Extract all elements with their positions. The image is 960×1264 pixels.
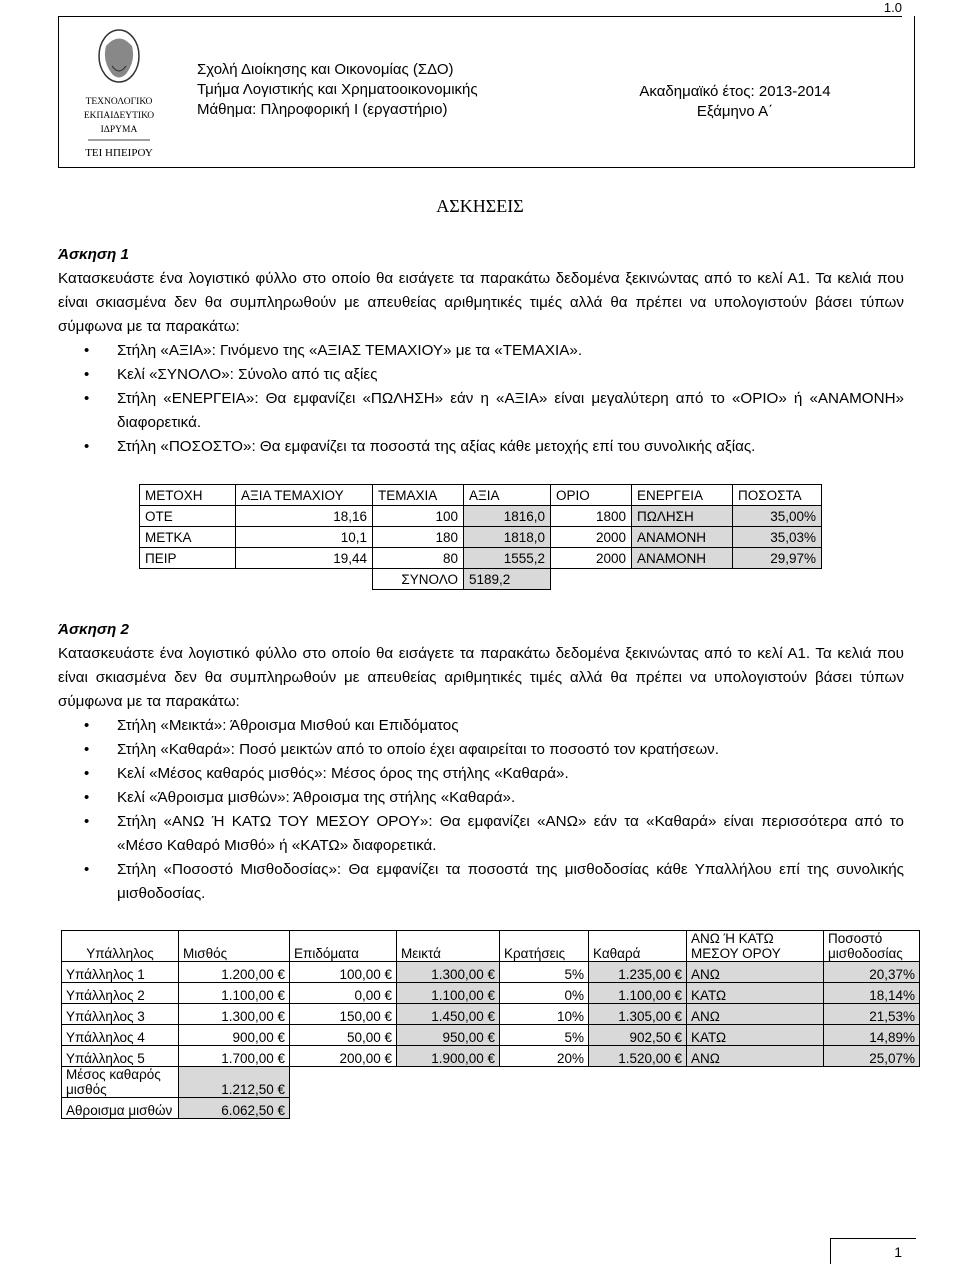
table-row [140,548,822,569]
list-item: • Στήλη «ΕΝΕΡΓΕΙΑ»: Θα εμφανίζει «ΠΩΛΗΣΗ» εάν η «ΑΞΙΑ» είναι μεγαλύτερη από το «ΟΡΙΟ» ή «ΑΝΑΜΟΝΗ» διαφορετικά. [58,387,904,435]
table-cell: 1.100,00 € [179,983,290,1004]
table-header: ΟΡΙΟ [551,485,632,506]
table-cell: 180 [373,527,464,548]
sum-row [62,1098,920,1119]
table-header: Κρατήσεις [500,931,589,962]
course-name: Μάθημα: Πληροφορική Ι (εργαστήριο) [197,101,448,118]
table-row [62,983,920,1004]
table-header: ΠΟΣΟΣΤΑ [733,485,822,506]
table-cell: ΚΑΤΩ [687,1025,824,1046]
table-row [62,1046,920,1067]
school-name: Σχολή Διοίκησης και Οικονομίας (ΣΔΟ) [197,61,454,78]
table-cell: Υπάλληλος 2 [62,983,179,1004]
average-value: 1.212,50 € [179,1067,290,1098]
table-cell: Υπάλληλος 3 [62,1004,179,1025]
table-row [140,527,822,548]
table-cell: 902,50 € [589,1025,687,1046]
list-item: • Στήλη «ΑΝΩ Ή ΚΑΤΩ ΤΟΥ ΜΕΣΟΥ ΟΡΟΥ»: Θα εμφανίζει «ΑΝΩ» εάν τα «Καθαρά» είναι περισσότερα από το «Μέσο Καθαρό Μισθό» ή «ΚΑΤΩ» διαφορετικά. [58,810,904,858]
logo-text-3: ΙΔΡΥΜΑ [100,125,138,135]
table-cell: 0% [500,983,589,1004]
average-label: Μέσος καθαρός μισθός [62,1067,179,1098]
table-header: Μισθός [179,931,290,962]
version-label: 1.0 [883,0,902,15]
table-cell: ΚΑΤΩ [687,983,824,1004]
table-cell: 900,00 € [179,1025,290,1046]
table-cell: 5% [500,1025,589,1046]
academic-year: Ακαδημαϊκό έτος: 2013-2014 [639,83,831,100]
table-cell: 1800 [551,506,632,527]
table-cell: 21,53% [824,1004,920,1025]
table-cell: 29,97% [733,548,822,569]
footer-rule-vertical [830,1238,831,1264]
table-cell: 5% [500,962,589,983]
table-cell: 20% [500,1046,589,1067]
table-header: Μεικτά [397,931,500,962]
table-cell: 2000 [551,527,632,548]
table-cell: 100 [373,506,464,527]
table-row [62,962,920,983]
average-row [62,1067,920,1098]
table-cell: 150,00 € [290,1004,397,1025]
table-header: Επιδόματα [290,931,397,962]
sum-value: 6.062,50 € [179,1098,290,1119]
table-cell: 1555,2 [464,548,551,569]
table-cell: ΑΝΩ [687,1046,824,1067]
list-item: • Στήλη «Ποσοστό Μισθοδοσίας»: Θα εμφανίζει τα ποσοστά της μισθοδοσίας κάθε Υπαλλήλου επί της συνολικής μισθοδοσίας. [58,858,904,906]
table-cell: ΑΝΑΜΟΝΗ [632,548,733,569]
table-cell: Υπάλληλος 4 [62,1025,179,1046]
table-header: ΕΝΕΡΓΕΙΑ [632,485,733,506]
table-cell: ΟΤΕ [140,506,236,527]
list-item: • Στήλη «Μεικτά»: Άθροισμα Μισθού και Επιδόματος [58,714,904,738]
total-label: ΣΥΝΟΛΟ [373,569,464,590]
table-cell: 50,00 € [290,1025,397,1046]
table-cell: 1.700,00 € [179,1046,290,1067]
table-cell: 19,44 [236,548,373,569]
table-header: ΤΕΜΑΧΙΑ [373,485,464,506]
payroll-table [61,930,920,1119]
exercise-1-intro: Κατασκευάστε ένα λογιστικό φύλλο στο οποίο θα εισάγετε τα παρακάτω δεδομένα ξεκινώντας από το κελί Α1. Τα κελιά που είναι σκιασμένα δεν θα συμπληρωθούν με απευθείας αριθμητικές τιμές αλλά θα πρέπει να υπολογιστούν βάσει τύπων σύμφωνα με τα παρακάτω: [58,270,904,335]
table-cell: 1.305,00 € [589,1004,687,1025]
table-cell: 200,00 € [290,1046,397,1067]
header-right [628,82,842,122]
list-item: • Στήλη «ΠΟΣΟΣΤΟ»: Θα εμφανίζει τα ποσοστά της αξίας κάθε μετοχής επί του συνολικής αξίας. [58,435,904,459]
list-item: • Κελί «ΣΥΝΟΛΟ»: Σύνολο από τις αξίες [58,363,904,387]
logo-text-2: ΕΚΠΑΙΔΕΥΤΙΚΟ [83,111,155,121]
table-cell: 1.300,00 € [179,1004,290,1025]
table-cell: 1.520,00 € [589,1046,687,1067]
table-cell: Υπάλληλος 5 [62,1046,179,1067]
table-cell: 35,00% [733,506,822,527]
table-cell: 20,37% [824,962,920,983]
exercise-1-bullets [58,339,904,459]
table-cell: 1.235,00 € [589,962,687,983]
page-number: 1 [894,1244,902,1260]
list-item: • Κελί «Μέσος καθαρός μισθός»: Μέσος όρος της στήλης «Καθαρά». [58,762,904,786]
table-header-row [140,485,822,506]
table-cell: 18,14% [824,983,920,1004]
table-cell: 100,00 € [290,962,397,983]
sum-label: Αθροισμα μισθών [62,1098,179,1119]
table-cell: 950,00 € [397,1025,500,1046]
institution-logo [66,26,172,164]
table-cell: 1.100,00 € [397,983,500,1004]
semester: Εξάμηνο Α΄ [696,103,774,120]
table-row [62,1025,920,1046]
table-header: ΑΝΩ Ή ΚΑΤΩ ΜΕΣΟΥ ΟΡΟΥ [687,931,824,962]
logo-text-4: ΤΕΙ ΗΠΕΙΡΟΥ [85,147,153,159]
department-name: Τμήμα Λογιστικής και Χρηματοοικονομικής [197,81,478,98]
table-cell: ΑΝΑΜΟΝΗ [632,527,733,548]
header-top-rule [58,16,902,17]
table-header-row [62,931,920,962]
table-cell: 2000 [551,548,632,569]
total-value: 5189,2 [464,569,551,590]
table-cell: 80 [373,548,464,569]
logo-text-1: ΤΕΧΝΟΛΟΓΙΚΟ [85,97,153,107]
list-item: • Κελί «Άθροισμα μισθών»: Άθροισμα της στήλης «Καθαρά». [58,786,904,810]
table-cell: 10,1 [236,527,373,548]
list-item: • Στήλη «Καθαρά»: Ποσό μεικτών από το οποίο έχει αφαιρείται το ποσοστό τον κρατήσεων. [58,738,904,762]
exercise-2-intro: Κατασκευάστε ένα λογιστικό φύλλο στο οποίο θα εισάγετε τα παρακάτω δεδομένα ξεκινώντας από το κελί Α1. Τα κελιά που είναι σκιασμένα δεν θα συμπληρωθούν με απευθείας αριθμητικές τιμές αλλά θα πρέπει να υπολογιστούν βάσει τύπων σύμφωνα με τα παρακάτω: [58,645,904,710]
table-cell: 18,16 [236,506,373,527]
table-total-row [140,569,822,590]
table-cell: 1816,0 [464,506,551,527]
table-header: ΜΕΤΟΧΗ [140,485,236,506]
table-cell: ΜΕΤΚΑ [140,527,236,548]
table-cell: ΑΝΩ [687,962,824,983]
table-header: Υπάλληλος [62,931,179,962]
table-cell: 1.100,00 € [589,983,687,1004]
table-cell: ΠΕΙΡ [140,548,236,569]
table-cell: ΠΩΛΗΣΗ [632,506,733,527]
table-row [62,1004,920,1025]
table-cell: 1.300,00 € [397,962,500,983]
table-header: Καθαρά [589,931,687,962]
table-header: ΑΞΙΑ ΤΕΜΑΧΙΟΥ [236,485,373,506]
exercise-2 [58,618,904,906]
table-cell: 35,03% [733,527,822,548]
table-cell: ΑΝΩ [687,1004,824,1025]
exercise-1 [58,243,904,459]
table-cell: 14,89% [824,1025,920,1046]
table-cell: 10% [500,1004,589,1025]
exercise-2-bullets [58,714,904,906]
table-cell: 25,07% [824,1046,920,1067]
stocks-table [139,484,822,590]
header-left [197,60,478,120]
exercise-1-heading: Άσκηση 1 [58,246,129,263]
table-cell: 1.450,00 € [397,1004,500,1025]
table-cell: Υπάλληλος 1 [62,962,179,983]
table-row [140,506,822,527]
footer-rule-horizontal [830,1238,916,1239]
list-item: • Στήλη «ΑΞΙΑ»: Γινόμενο της «ΑΞΙΑΣ ΤΕΜΑΧΙΟΥ» με τα «ΤΕΜΑΧΙΑ». [58,339,904,363]
table-cell: 0,00 € [290,983,397,1004]
table-cell: 1.200,00 € [179,962,290,983]
table-cell: 1.900,00 € [397,1046,500,1067]
exercise-2-heading: Άσκηση 2 [58,621,129,638]
table-cell: 1818,0 [464,527,551,548]
page-title: ΑΣΚΗΣΕΙΣ [436,196,524,216]
table-header: ΑΞΙΑ [464,485,551,506]
table-header: Ποσοστό μισθοδοσίας [824,931,920,962]
